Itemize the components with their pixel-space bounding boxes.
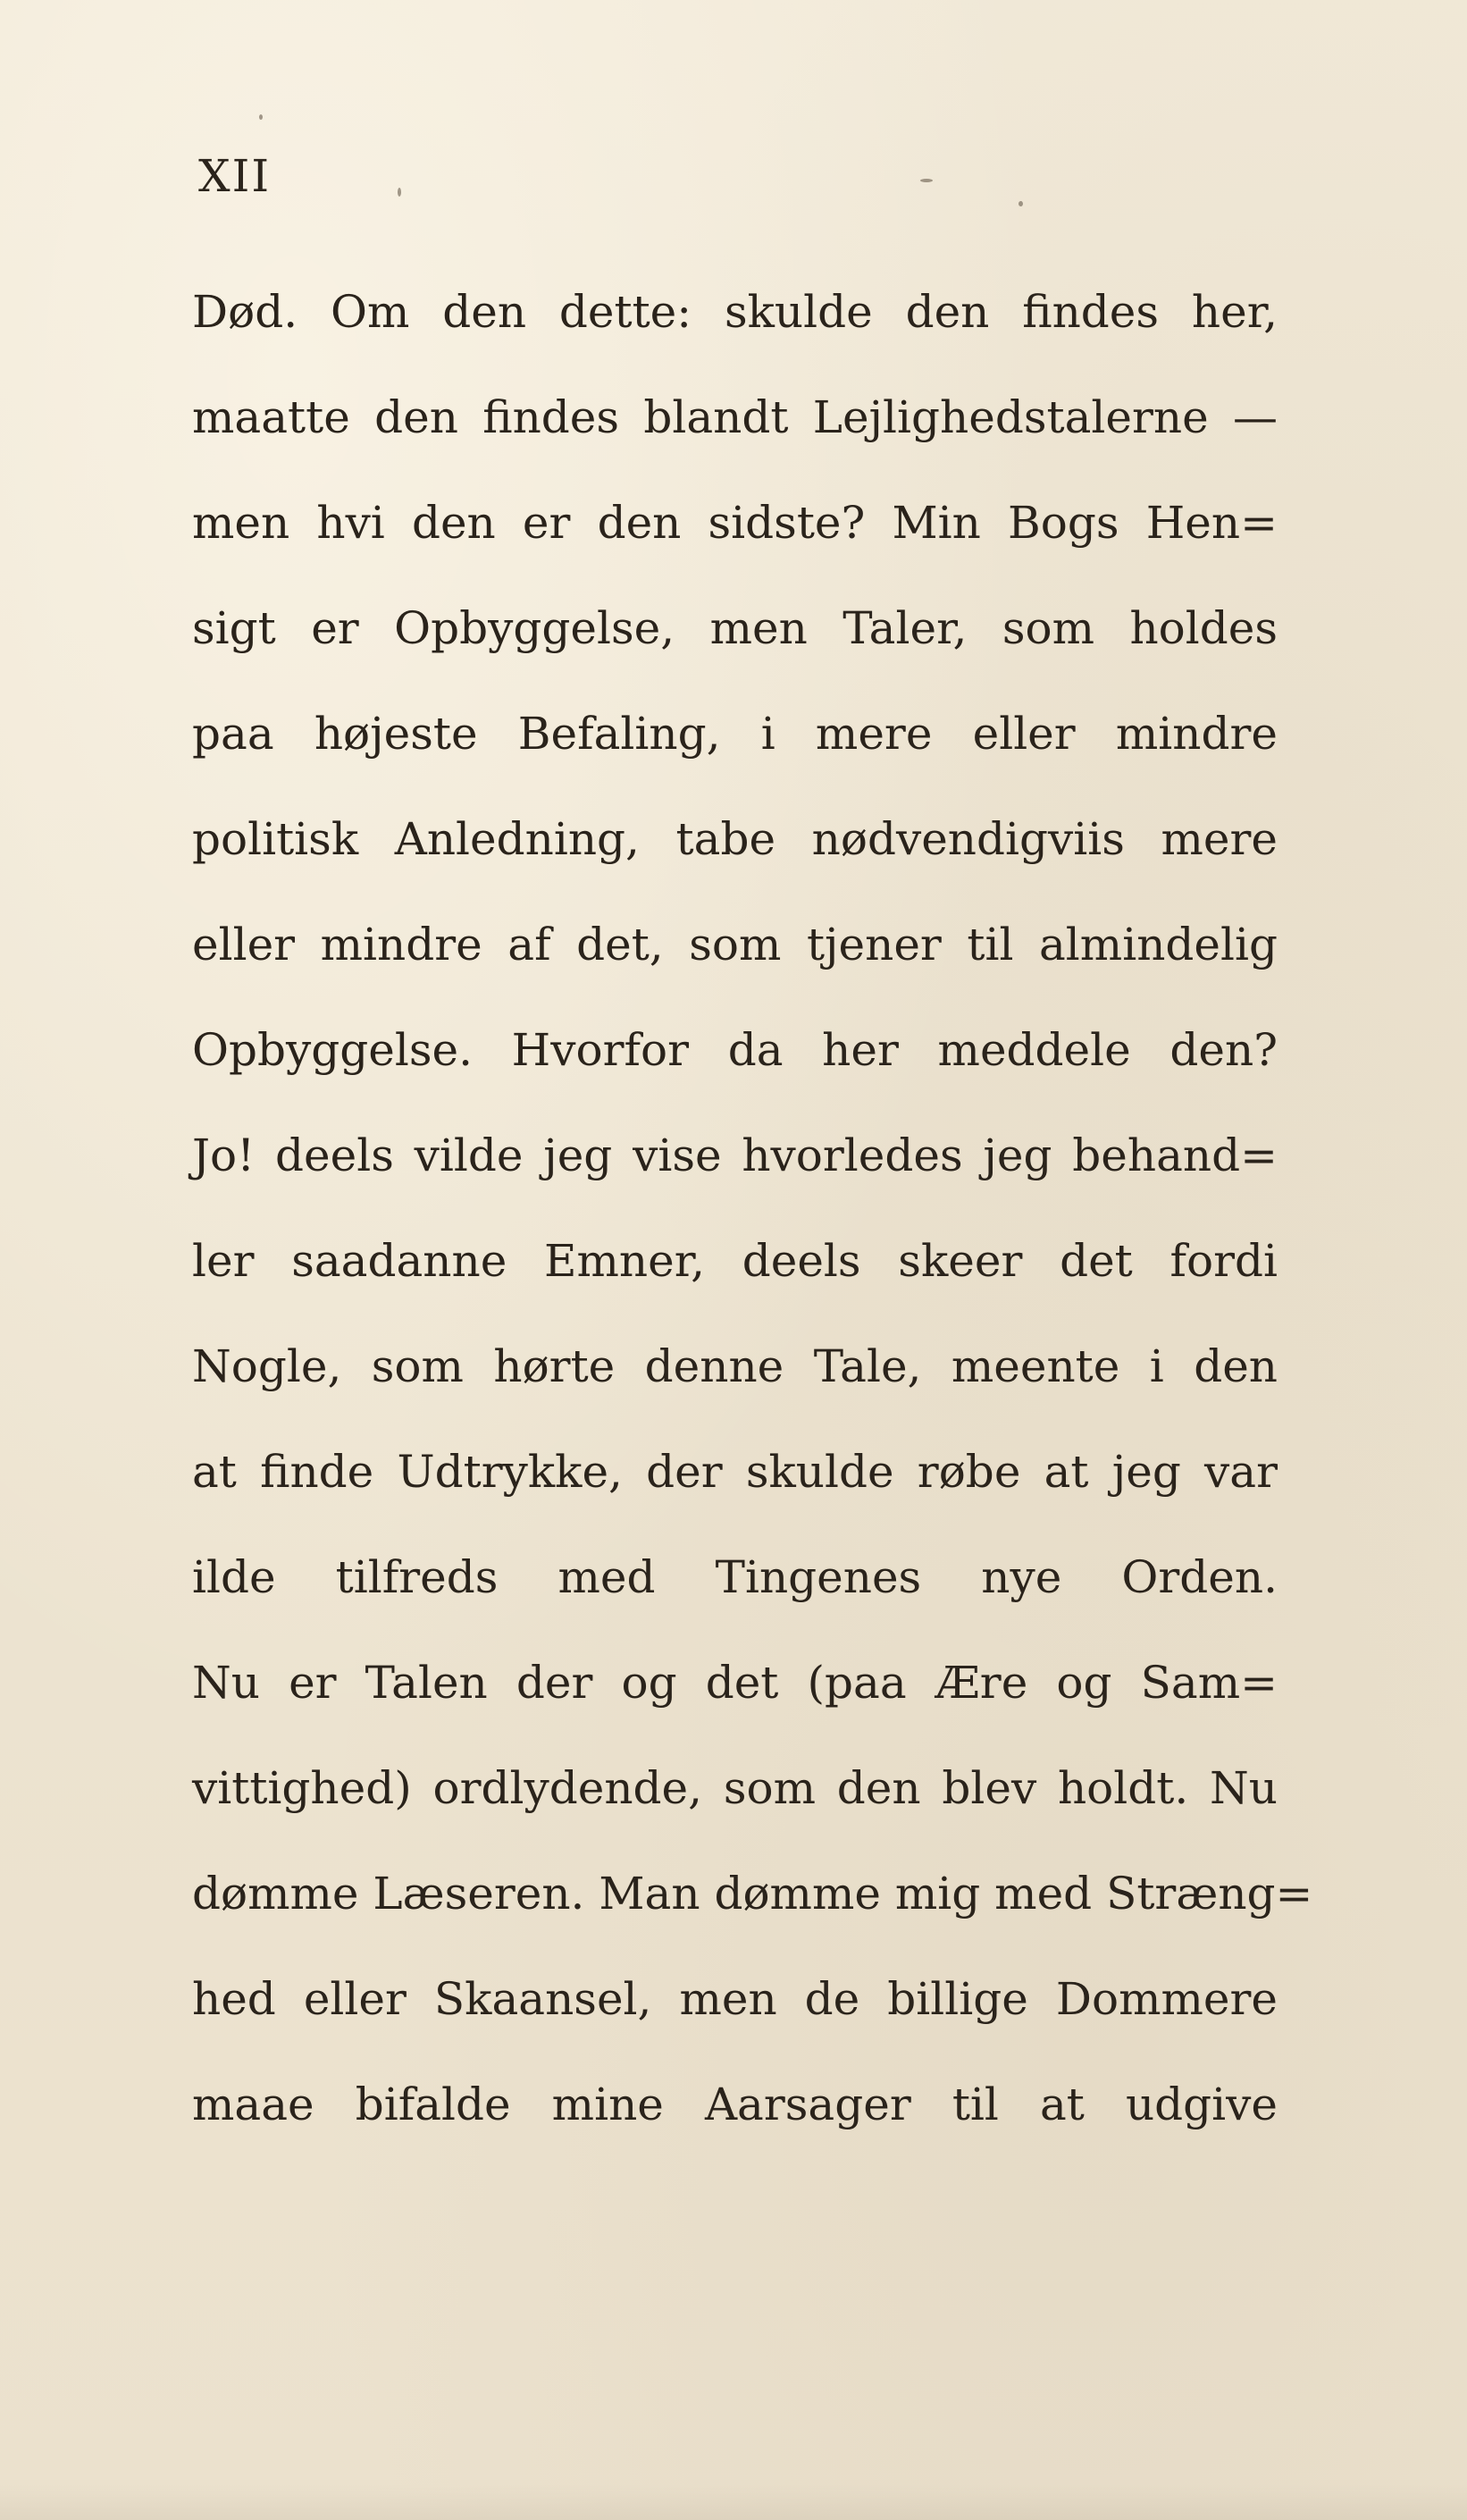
ink-speck bbox=[259, 114, 263, 120]
text-line: eller mindre af det, som tjener til almindelig bbox=[192, 919, 1278, 970]
text-line: paa højeste Befaling, i mere eller mindre bbox=[192, 708, 1278, 760]
page-edge-shadow bbox=[0, 2484, 1467, 2520]
text-line: ilde tilfreds med Tingenes nye Orden. bbox=[192, 1551, 1278, 1603]
text-line: sigt er Opbyggelse, men Taler, som holdes bbox=[192, 602, 1278, 654]
text-line: vittighed) ordlydende, som den blev holdt. Nu bbox=[192, 1762, 1278, 1814]
text-line: Nogle, som hørte denne Tale, meente i den bbox=[192, 1340, 1278, 1392]
text-line: Nu er Talen der og det (paa Ære og Sam= bbox=[192, 1657, 1278, 1709]
text-line: maatte den findes blandt Lejlighedstalerne — bbox=[192, 391, 1278, 443]
text-line: politisk Anledning, tabe nødvendigviis mere bbox=[192, 813, 1278, 865]
text-line: Opbyggelse. Hvorfor da her meddele den? bbox=[192, 1024, 1278, 1076]
text-line: Jo! deels vilde jeg vise hvorledes jeg behand= bbox=[192, 1130, 1278, 1181]
text-line: maae bifalde mine Aarsager til at udgive bbox=[192, 2079, 1278, 2130]
text-line: men hvi den er den sidste? Min Bogs Hen= bbox=[192, 497, 1278, 549]
text-line: ler saadanne Emner, deels skeer det fordi bbox=[192, 1235, 1278, 1287]
text-line: dømme Læseren. Man dømme mig med Stræng= bbox=[192, 1868, 1313, 1919]
text-line: hed eller Skaansel, men de billige Dommere bbox=[192, 1973, 1278, 2025]
text-line: Død. Om den dette: skulde den findes her, bbox=[192, 286, 1278, 338]
text-line: at finde Udtrykke, der skulde røbe at jeg var bbox=[192, 1446, 1278, 1498]
ink-speck bbox=[398, 188, 401, 197]
body-text bbox=[192, 259, 1313, 2157]
ink-speck bbox=[920, 179, 933, 182]
ink-speck bbox=[1019, 201, 1023, 206]
page-number: XII bbox=[198, 150, 272, 202]
